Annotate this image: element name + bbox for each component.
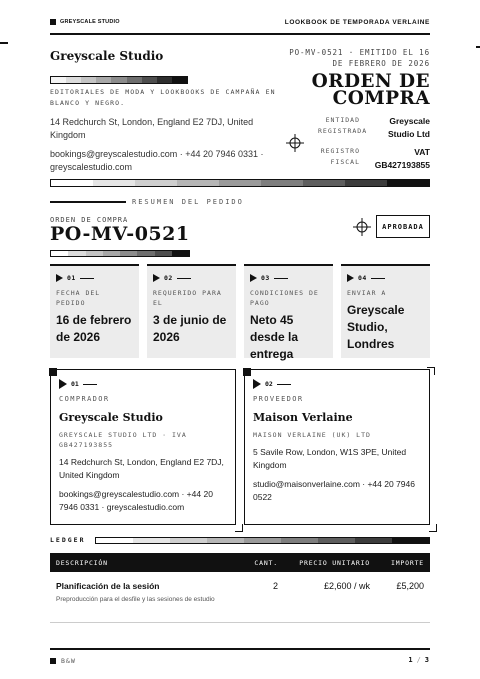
supplier-name: Maison Verlaine (253, 411, 353, 424)
tile-header (347, 274, 424, 282)
tile-dash (371, 278, 385, 279)
footer-label: B&W (61, 657, 76, 665)
tile-number: 01 (67, 274, 76, 282)
column-header-qty: CANT. (254, 558, 278, 567)
total-pages: 3 (424, 656, 430, 664)
supplier-role: PROVEEDOR (253, 395, 304, 403)
top-rule (50, 33, 430, 35)
buyer-header (59, 379, 227, 389)
tax-registration-row (290, 146, 430, 172)
summary-tile (244, 264, 333, 361)
summary-heading-label: RESUMEN DEL PEDIDO (132, 198, 244, 206)
tile-number: 02 (164, 274, 173, 282)
status-badge: APROBADA (376, 215, 430, 238)
buyer-number: 01 (71, 380, 79, 388)
tile-value: 3 de junio de 2026 (153, 313, 227, 344)
header-brand-label: GREYSCALE STUDIO (60, 19, 120, 25)
tile-dash (177, 278, 191, 279)
play-triangle-icon (250, 274, 257, 282)
table-row (50, 578, 430, 623)
company-description: EDITORIALES DE MODA Y LOOKBOOKS DE CAMPAÑA EN BLANCO Y NEGRO. (50, 88, 276, 107)
summary-tile (147, 264, 236, 358)
document-title-line2: COMPRA (332, 88, 430, 109)
column-header-unit-price: PRECIO UNITARIO (299, 558, 370, 567)
document-title (280, 73, 430, 107)
top-bar (50, 16, 430, 28)
registration-block (290, 115, 430, 177)
ledger-label: LEDGER (50, 536, 86, 544)
tile-label: CONDICIONES DE PAGO (250, 289, 319, 307)
buyer-legal: GREYSCALE STUDIO LTD · IVA GB427193855 (59, 431, 187, 449)
column-header-description: DESCRIPCIÓN (56, 558, 108, 567)
ledger-tone-bar (95, 537, 430, 544)
page-separator: / (416, 656, 422, 664)
order-tone-bar (50, 250, 190, 257)
order-label: ORDEN DE COMPRA (50, 216, 129, 224)
row-qty: 2 (272, 581, 278, 591)
corner-crop-mark (429, 524, 437, 532)
summary-tile (50, 264, 139, 358)
company-contact: bookings@greyscalestudio.com · +44 20 7946 0331 · greyscalestudio.com (50, 149, 264, 172)
order-number: PO-MV-0521 (50, 223, 190, 245)
supplier-dash (277, 384, 291, 385)
current-page: 1 (408, 656, 414, 664)
summary-tile (341, 264, 430, 358)
supplier-address: 5 Savile Row, London, W1S 3PE, United Kingdom (253, 447, 407, 470)
left-margin-tick (0, 42, 8, 44)
row-title: Planificación de la sesión (56, 581, 160, 591)
registered-entity-label: ENTIDAD REGISTRADA (318, 116, 368, 135)
summary-tiles (50, 264, 430, 361)
play-triangle-icon (153, 274, 160, 282)
supplier-legal: MAISON VERLAINE (UK) LTD (253, 431, 371, 439)
document-meta: PO-MV-0521 · EMITIDO EL 16 DE FEBRERO DE 2026 (289, 48, 430, 68)
corner-crop-mark (235, 524, 243, 532)
buyer-name: Greyscale Studio (59, 411, 163, 424)
crosshair-icon (353, 218, 371, 236)
summary-heading-rule (50, 201, 126, 203)
corner-marker (49, 368, 57, 376)
tile-label: REQUERIDO PARA EL (153, 289, 222, 307)
buyer-dash (83, 384, 97, 385)
page-indicator (408, 656, 430, 664)
buyer-role: COMPRADOR (59, 395, 110, 403)
tax-registration-value: VAT GB427193855 (374, 147, 430, 170)
row-total: £5,200 (396, 581, 424, 591)
tile-header (250, 274, 327, 282)
row-description-cell (50, 578, 240, 622)
registered-entity-value: Greyscale Studio Ltd (387, 116, 430, 139)
header-title: LOOKBOOK DE TEMPORADA VERLAINE (284, 18, 430, 26)
buyer-card (50, 369, 236, 525)
tile-header (153, 274, 230, 282)
company-name: Greyscale Studio (50, 49, 164, 63)
footer-square-icon (50, 658, 56, 664)
supplier-header (253, 379, 421, 389)
tax-registration-label: REGISTRO FISCAL (320, 147, 360, 166)
gradient-divider (50, 179, 430, 187)
tile-header (56, 274, 133, 282)
row-subtitle: Preproducción para el desfile y las sesiones de estudio (56, 596, 215, 603)
tile-number: 04 (358, 274, 367, 282)
play-triangle-icon (253, 379, 261, 389)
footer-left (50, 657, 76, 665)
corner-crop-mark (427, 367, 435, 375)
buyer-address: 14 Redchurch St, London, England E2 7DJ, United Kingdom (59, 457, 224, 480)
tone-swatch-bar (50, 76, 188, 84)
tile-value: Neto 45 desde la entrega (250, 313, 299, 361)
company-address: 14 Redchurch St, London, England E2 7DJ, United Kingdom (50, 117, 254, 140)
supplier-number: 02 (265, 380, 273, 388)
play-triangle-icon (347, 274, 354, 282)
header-brand (50, 19, 120, 25)
tile-value: 16 de febrero de 2026 (56, 313, 132, 344)
tile-label: ENVIAR A (347, 289, 387, 297)
corner-marker (243, 368, 251, 376)
tile-dash (80, 278, 94, 279)
tile-value: Greyscale Studio, Londres (347, 303, 405, 351)
summary-heading (50, 198, 244, 206)
brand-square-icon (50, 19, 56, 25)
document-title-line1: ORDEN DE (311, 71, 430, 92)
tile-label: FECHA DEL PEDIDO (56, 289, 101, 307)
supplier-card (244, 369, 430, 525)
footer-rule (50, 648, 430, 650)
tile-dash (274, 278, 288, 279)
row-unit-price: £2,600 / wk (323, 581, 370, 591)
column-header-total: IMPORTE (391, 558, 424, 567)
buyer-contact: bookings@greyscalestudio.com · +44 20 7946 0331 · greyscalestudio.com (59, 489, 213, 512)
tile-number: 03 (261, 274, 270, 282)
supplier-contact: studio@maisonverlaine.com · +44 20 7946 0522 (253, 479, 415, 502)
ledger-table-header (50, 553, 430, 572)
play-triangle-icon (56, 274, 63, 282)
right-margin-tick (476, 46, 480, 48)
registered-entity-row (290, 115, 430, 141)
play-triangle-icon (59, 379, 67, 389)
